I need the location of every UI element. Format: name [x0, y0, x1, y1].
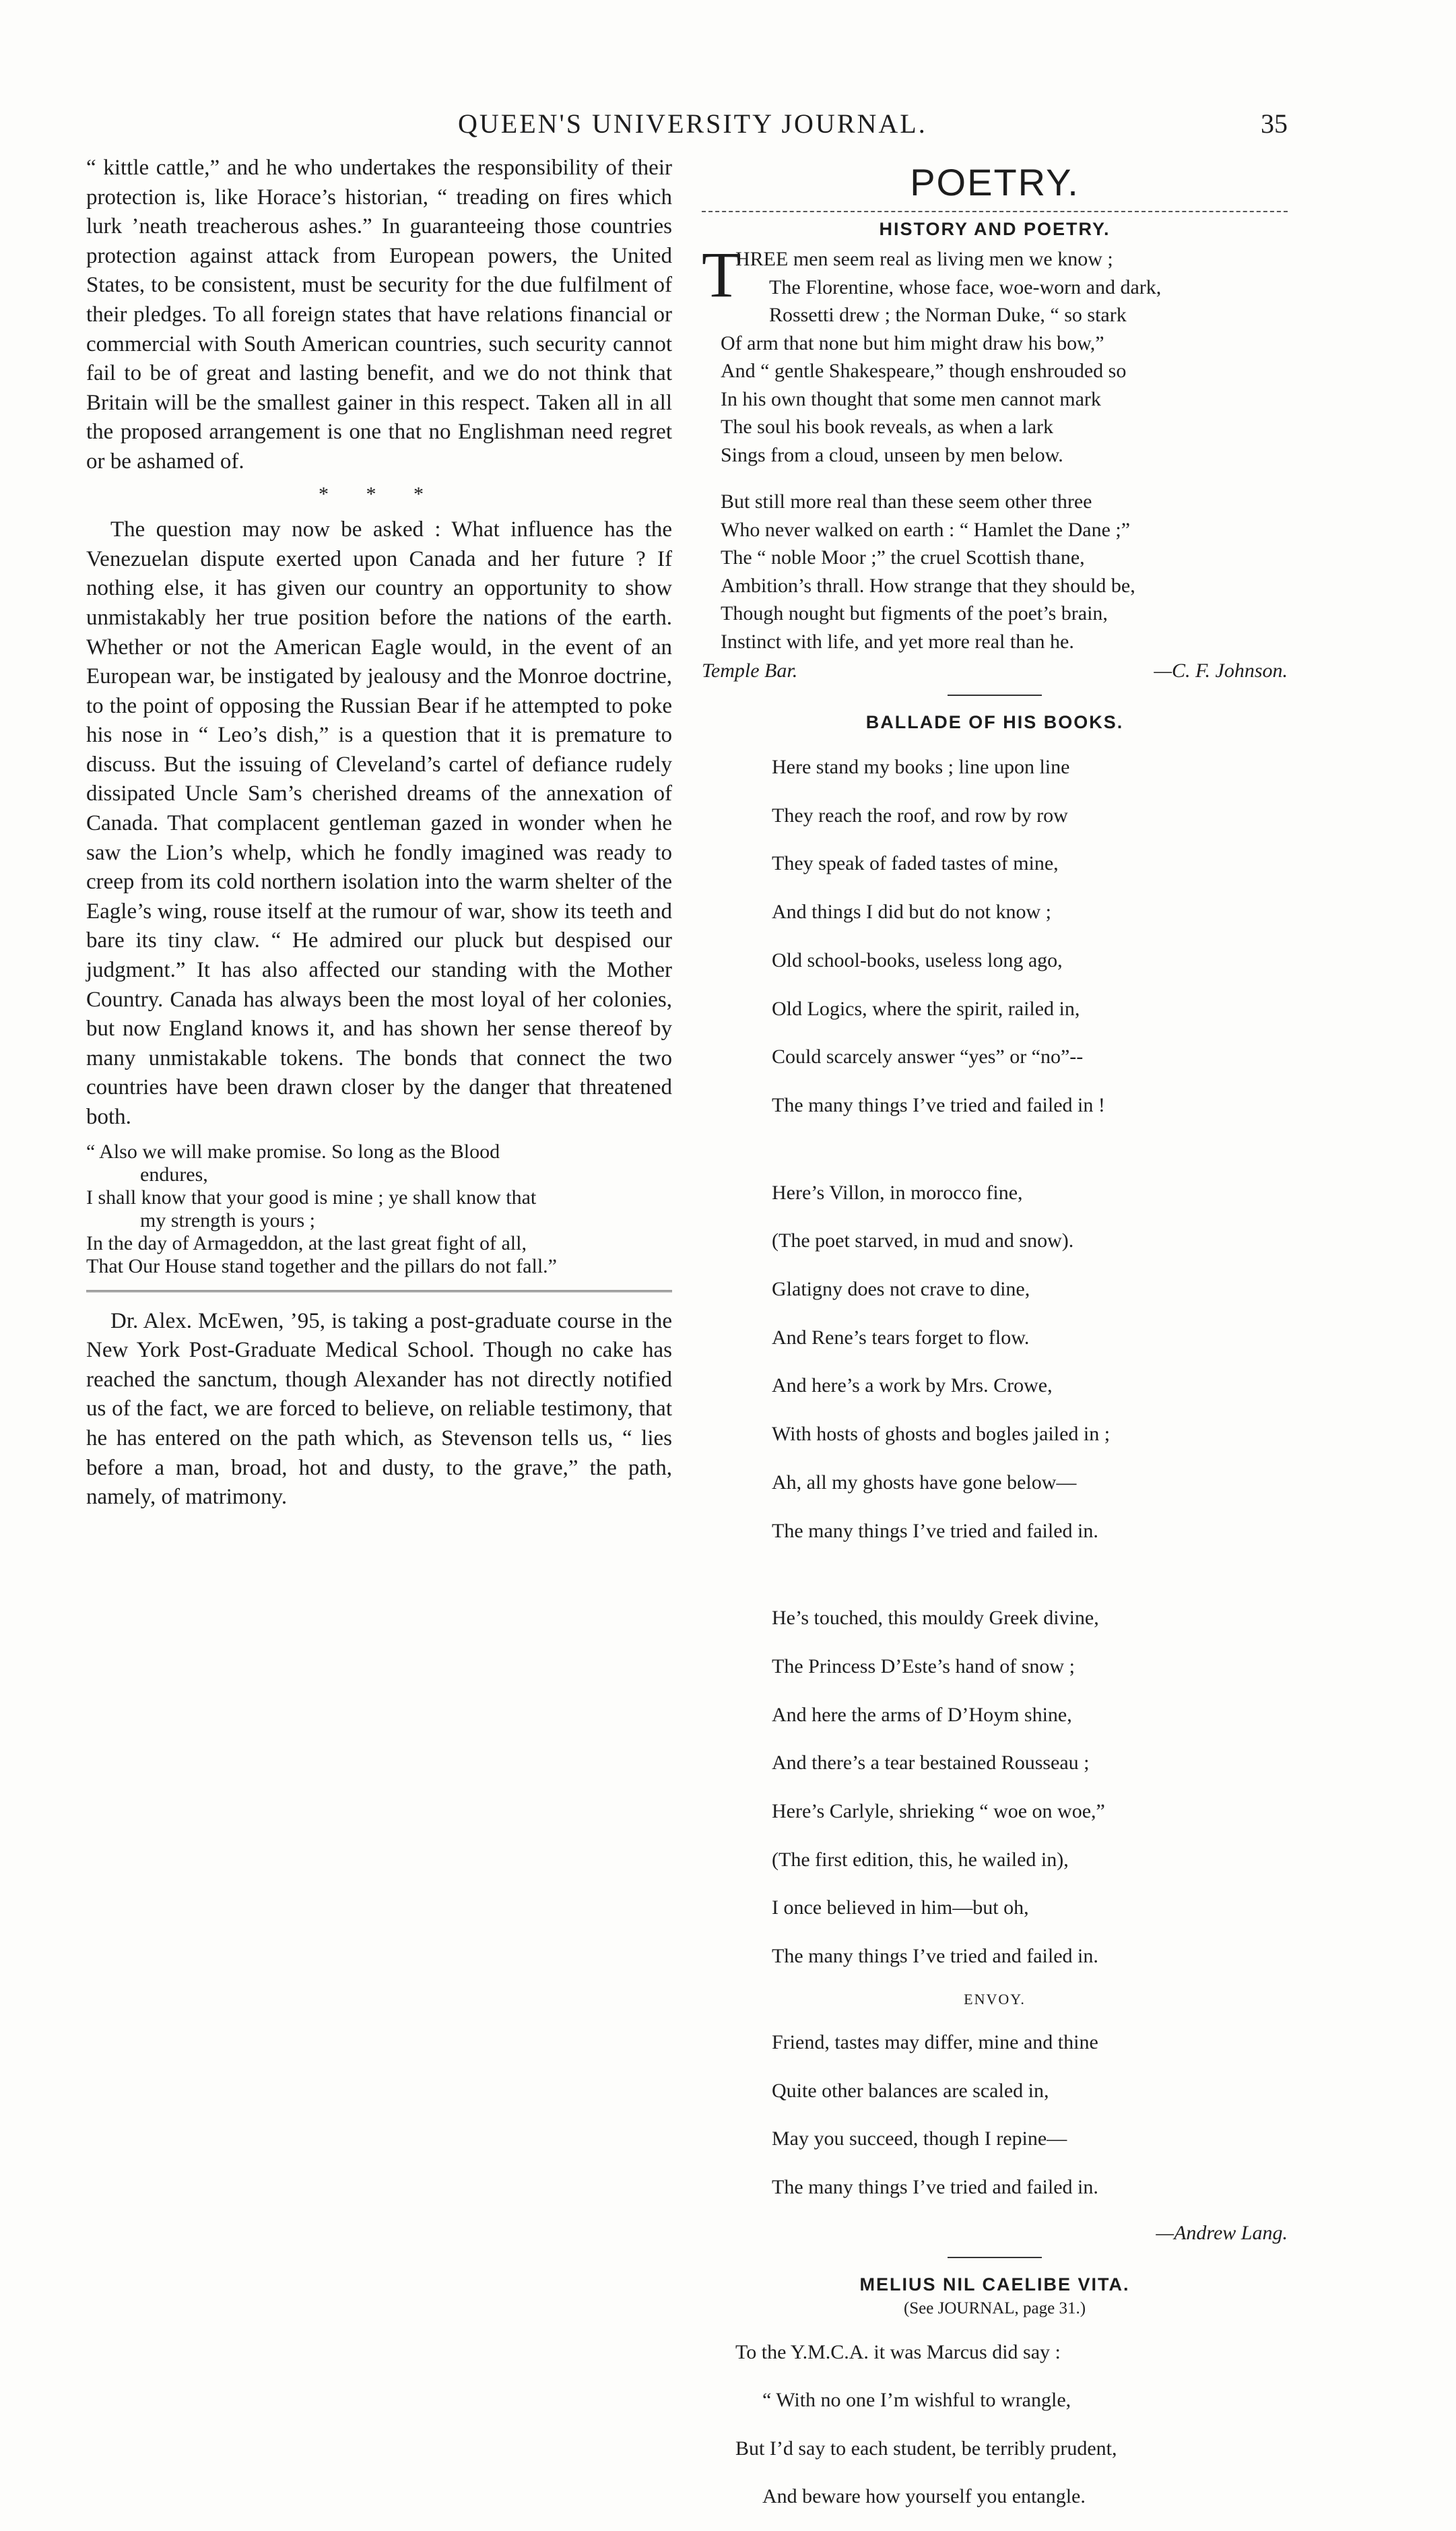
page-header	[0, 108, 1456, 148]
poem-line: The many things I’ve tried and failed in.	[772, 1945, 1098, 1968]
heading-rule	[702, 211, 1288, 212]
poem-line: Quite other balances are scaled in,	[772, 2079, 1049, 2102]
poem-line: With hosts of ghosts and bogles jailed in ;	[772, 1423, 1111, 1446]
poem-line: The Princess D’Este’s hand of snow ;	[772, 1655, 1075, 1677]
drop-cap: T	[702, 238, 741, 311]
quote-line: “ Also we will make promise. So long as the Blood	[86, 1140, 500, 1163]
poem-ballade-of-his-books	[702, 753, 1288, 1971]
poem-line: Instinct with life, and yet more real than he.	[721, 630, 1074, 653]
poem-attribution	[702, 660, 1288, 682]
poem-line: The Florentine, whose face, woe-worn and dark,	[769, 276, 1162, 298]
poem-author: —C. F. Johnson.	[1154, 660, 1288, 682]
poem-line: I once believed in him—but oh,	[772, 1896, 1029, 1919]
poem-melius-nil-caelibe-vita	[702, 2338, 1288, 2511]
poem-line: May you succeed, though I repine—	[772, 2127, 1067, 2150]
poem-line: The many things I’ve tried and failed in !	[772, 1093, 1105, 1116]
poem-line: T HREE men seem real as living men we know ;	[702, 238, 1113, 311]
poem-line: The many things I’ve tried and failed in.	[772, 2175, 1098, 2198]
column-divider	[86, 1290, 672, 1292]
poem-line: Of arm that none but him might draw his bow,”	[721, 331, 1104, 354]
poem-line: Rossetti drew ; the Norman Duke, “ so stark	[769, 304, 1127, 326]
poem-line: Though nought but figments of the poet’s brain,	[721, 602, 1108, 624]
poem-line: Ah, all my ghosts have gone below—	[772, 1471, 1077, 1494]
poem-line: He’s touched, this mouldy Greek divine,	[772, 1607, 1099, 1630]
poem-line: And there’s a tear bestained Rousseau ;	[772, 1752, 1090, 1774]
poem-line: To the Y.M.C.A. it was Marcus did say :	[735, 2340, 1061, 2363]
poem-line: (The first edition, this, he wailed in),	[772, 1848, 1069, 1871]
paragraph-venezuela: The question may now be asked : What influence has the Venezuelan dispute exerted upon Canada and her future ? If nothing else, it has given our country an opportunity to show unmistakably her true position before the nations of the earth. Whether or not the American Eagle would, in the event of an European war, be instigated by jealousy and the Monroe doctrine, to the point of opposing the Russian Bear if he attempted to poke his nose in “ Leo’s dish,” is a question that it is premature to discuss. But the issuing of Cleveland’s cartel of defiance rudely dissipated Uncle Sam’s cherished dreams of the annexation of Canada. That complacent gentleman gazed in wonder when he saw the Lion’s whelp, which he fondly imagined was ready to creep from its cold northern isolation into the warm shelter of the Eagle’s wing, rouse itself at the rumour of war, show its teeth and bare its tiny claw. “ He admired our pluck but despised our judgment.” It has also affected our standing with the Mother Country. Canada has always been the most loyal of her colonies, but now England knows it, and has shown her sense thereof by many unmistakable tokens. The bonds that connect the two countries have been drawn closer by the danger that threatened both.	[86, 517, 672, 1129]
quote-line: endures,	[140, 1163, 208, 1186]
poem-line: And “ gentle Shakespeare,” though enshrouded so	[721, 360, 1127, 382]
journal-title: QUEEN'S UNIVERSITY JOURNAL.	[458, 108, 927, 139]
poem-line: And Rene’s tears forget to flow.	[772, 1326, 1030, 1349]
poem-line: And beware how yourself you entangle.	[762, 2485, 1086, 2508]
poem-envoy	[702, 2028, 1288, 2202]
poem-line: But I’d say to each student, be terribly prudent,	[735, 2437, 1117, 2460]
quote-line: my strength is yours ;	[140, 1209, 315, 1231]
envoy-label: ENVOY.	[964, 1990, 1026, 2008]
poem-line: They speak of faded tastes of mine,	[772, 852, 1059, 875]
poem-line: Ambition’s thrall. How strange that they should be,	[721, 574, 1135, 597]
kipling-quote	[86, 1141, 672, 1278]
poem-line: Here stand my books ; line upon line	[772, 756, 1070, 778]
poem-line: The “ noble Moor ;” the cruel Scottish thane,	[721, 546, 1085, 569]
poem-line: Who never walked on earth : “ Hamlet the Dane ;”	[721, 518, 1131, 541]
poem-author: —Andrew Lang.	[1156, 2221, 1288, 2244]
poem-line: The soul his book reveals, as when a lark	[721, 416, 1054, 438]
paragraph-monroe: “ kittle cattle,” and he who undertakes the responsibility of their protection is, like Horace’s historian, “ treading on fires which lurk ’neath treacherous ashes.” In guaranteeing those countries protection against attack from European powers, the United States, to be consistent, must be security for the due fulfilment of their pledges. To all foreign states that have relations financial or commercial with South American countries, such security cannot fail to be of great and lasting benefit, and we do not think that Britain will be the smallest gainer in this respect. Taken all in all the proposed arrangement is one that no Englishman need regret or be ashamed of.	[86, 156, 672, 474]
poem-line: In his own thought that some men cannot mark	[721, 387, 1101, 410]
poem-line: But still more real than these seem other three	[721, 490, 1092, 513]
poem-line: And here’s a work by Mrs. Crowe,	[772, 1374, 1053, 1397]
poem-line: Old school-books, useless long ago,	[772, 949, 1063, 971]
poem-separator	[948, 2257, 1042, 2258]
right-column	[702, 154, 1288, 2531]
poem-title-history-and-poetry: HISTORY AND POETRY.	[879, 219, 1111, 239]
poem-subtitle: (See JOURNAL, page 31.)	[903, 2299, 1086, 2317]
poem-history-and-poetry	[702, 238, 1288, 655]
poem-line: They reach the roof, and row by row	[772, 804, 1068, 827]
poem-line: Could scarcely answer “yes” or “no”--	[772, 1046, 1084, 1068]
section-stars: * * *	[319, 482, 440, 505]
page-number: 35	[1261, 108, 1288, 139]
paragraph-mcewen: Dr. Alex. McEwen, ’95, is taking a post-graduate course in the New York Post-Graduate Medical School. Though no cake has reached the sanctum, though Alexander has not directly notified us of the fact, we are forced to believe, on reliable testimony, that he has entered on the path which, as Stevenson tells us, “ lies before a man, broad, hot and dusty, to the grave,” the path, namely, of matrimony.	[86, 1308, 672, 1510]
poetry-heading: POETRY.	[910, 161, 1080, 203]
poem-source: Temple Bar.	[702, 660, 798, 682]
poem-line: Here’s Villon, in morocco fine,	[772, 1181, 1023, 1204]
poem-line: Friend, tastes may differ, mine and thine	[772, 2030, 1098, 2053]
poem-line: Here’s Carlyle, shrieking “ woe on woe,”	[772, 1800, 1105, 1823]
quote-line: In the day of Armageddon, at the last great fight of all,	[86, 1231, 527, 1254]
poem-line: Glatigny does not crave to dine,	[772, 1278, 1030, 1301]
poem-title-melius: MELIUS NIL CAELIBE VITA.	[859, 2274, 1130, 2295]
quote-line: I shall know that your good is mine ; ye shall know that	[86, 1186, 537, 1209]
poem-line: And here the arms of D’Hoym shine,	[772, 1703, 1072, 1726]
poem-line: “ With no one I’m wishful to wrangle,	[762, 2389, 1071, 2412]
quote-line: That Our House stand together and the pillars do not fall.”	[86, 1254, 557, 1277]
poem-title-ballade: BALLADE OF HIS BOOKS.	[865, 712, 1124, 732]
left-column	[86, 154, 672, 1512]
poem-separator	[948, 695, 1042, 696]
poem-line: The many things I’ve tried and failed in.	[772, 1519, 1098, 1542]
poem-line: Old Logics, where the spirit, railed in,	[772, 997, 1080, 1020]
poem-line: (The poet starved, in mud and snow).	[772, 1229, 1074, 1252]
poem-line: And things I did but do not know ;	[772, 901, 1052, 924]
poem-line: Sings from a cloud, unseen by men below.	[721, 443, 1063, 466]
